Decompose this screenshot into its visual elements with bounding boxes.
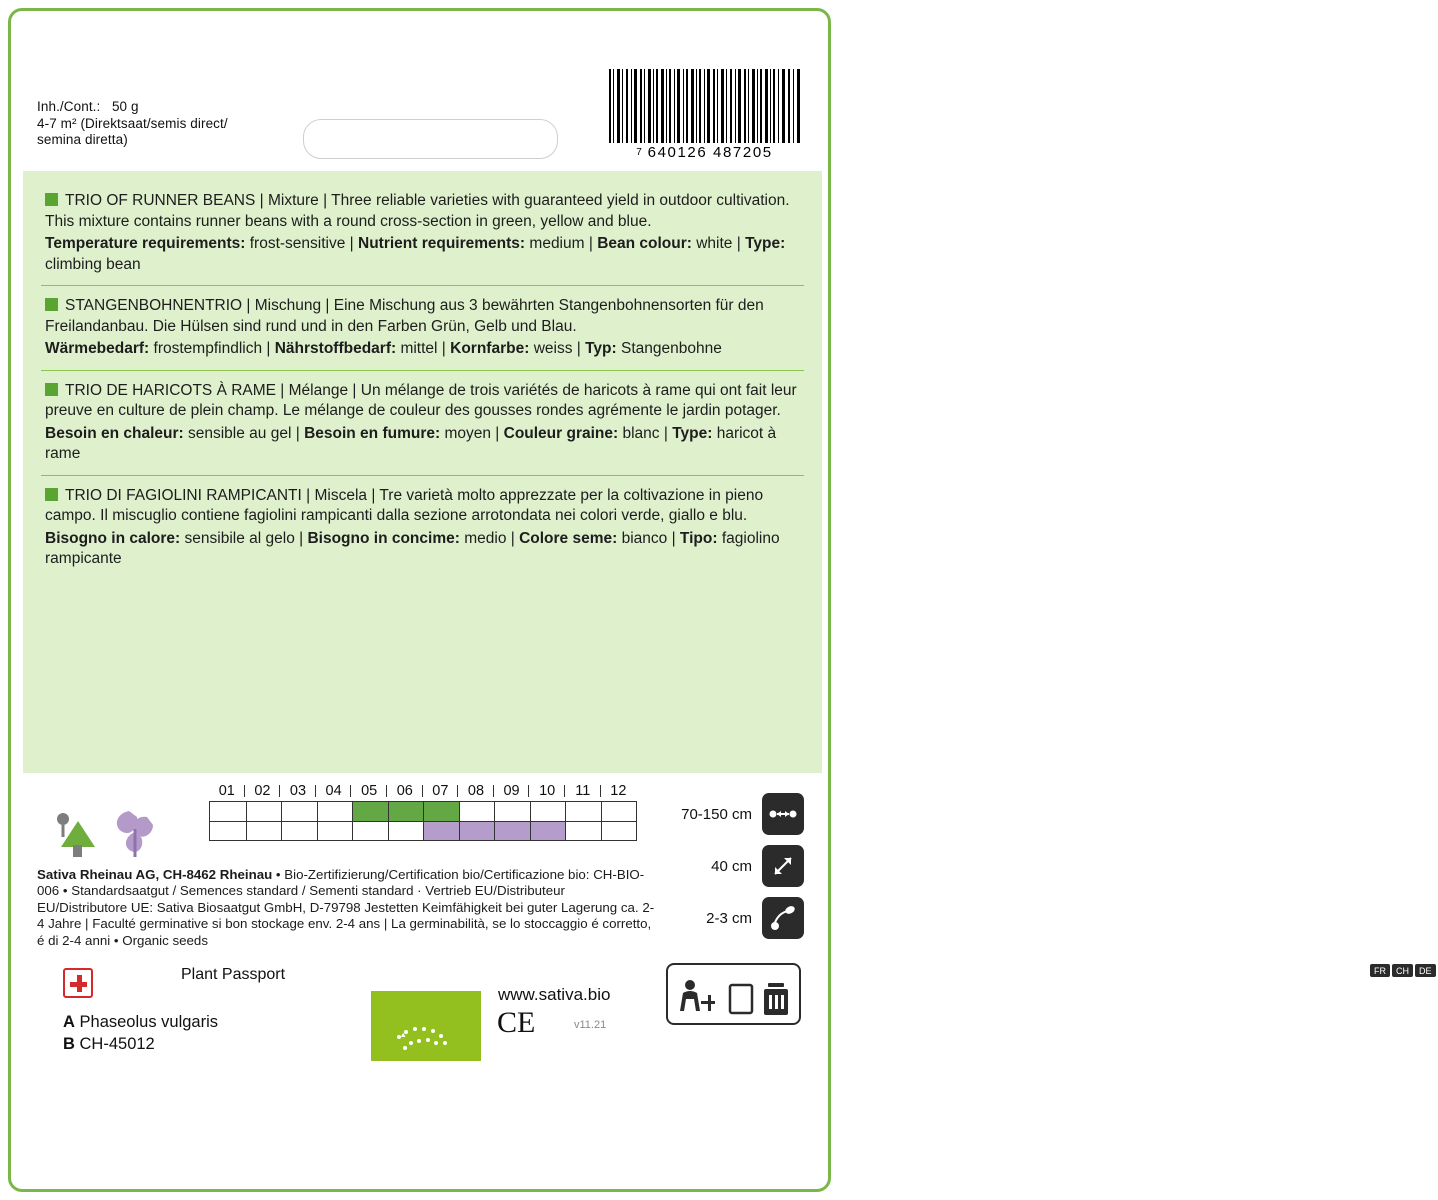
calendar-cell <box>494 802 530 821</box>
cultivation-icons <box>43 799 173 861</box>
detail-value: medium <box>529 235 585 252</box>
detail-label: Couleur graine: <box>503 424 619 442</box>
detail-value: white <box>696 235 733 252</box>
detail-value: frost-sensitive <box>249 235 346 252</box>
bullet-square-icon <box>45 298 58 311</box>
detail-value: fagiolino rampicante <box>45 529 780 567</box>
disposal-info-box <box>666 963 1432 1025</box>
month-label: 02 <box>245 783 281 799</box>
language-block-de <box>41 285 804 370</box>
detail-label: Typ: <box>585 340 617 357</box>
calendar-grid <box>209 801 637 841</box>
detail-label: Temperature requirements: <box>45 235 246 252</box>
calendar-cell <box>459 802 495 821</box>
spec-label: 40 cm <box>711 857 752 875</box>
language-block-en <box>41 181 804 285</box>
month-label: 10 <box>529 783 565 799</box>
lang-tab-ch: CH <box>1392 964 1413 977</box>
separator: | <box>318 192 332 209</box>
title-en: TRIO OF RUNNER BEANS <box>65 192 256 209</box>
description-fr <box>45 381 800 422</box>
legal-footer-text <box>37 867 657 949</box>
detail-value: haricot à rame <box>45 424 777 462</box>
website-url[interactable]: www.sativa.bio <box>498 985 611 1004</box>
sowing-harvest-calendar <box>209 783 637 841</box>
sowing-depth-icon <box>762 897 804 939</box>
content-area-line1: 4-7 m² (Direktsaat/semis direct/ <box>37 115 228 131</box>
calendar-cell <box>317 822 353 840</box>
calendar-cell <box>317 802 353 821</box>
title-de: STANGENBOHNENTRIO <box>65 297 243 314</box>
barcode-main-digits: 640126 487205 <box>647 144 773 161</box>
species-key-b: B <box>63 1035 75 1053</box>
subtitle-de: Mischung <box>254 297 322 314</box>
species-name: Phaseolus vulgaris <box>79 1013 219 1031</box>
calendar-cell <box>246 822 282 840</box>
month-label: 06 <box>387 783 423 799</box>
detail-label: Type: <box>745 235 786 252</box>
language-block-fr <box>41 370 804 475</box>
detail-value: frostempfindlich <box>153 340 263 357</box>
calendar-cell <box>601 822 637 840</box>
description-panel <box>23 171 822 773</box>
detail-label: Type: <box>672 424 713 442</box>
desc-text-fr: Un mélange de trois variétés de haricots à rame qui ont fait leur preuve en culture de plein champ. Le mélange de couleur des gousses rondes agrémente le jardin potager. <box>45 381 797 419</box>
bullet-square-icon <box>45 383 58 396</box>
detail-value: mittel <box>400 340 438 357</box>
month-label: 09 <box>494 783 530 799</box>
calendar-row-sowing <box>210 802 636 821</box>
blank-label-field <box>303 119 558 159</box>
legal-text: • Bio-Zertifizierung/Certification bio/Certificazione bio: CH-BIO-006 • Standardsaatgut / Semences standard / Sementi standard · Vertrieb EU/Distributeur EU/Distributore UE: Sativa Biosaatgut GmbH, D-79798 Jestetten Keimfähigkeit bei guter Lagerung ca. 2-4 Jahre | Faculté germinative si bon stockage env. 2-4 ans | La germinabilità, se lo stoccaggio é corretto, é di 2-4 anni • Organic seeds <box>37 867 655 948</box>
calendar-cell <box>352 802 388 821</box>
calendar-cell <box>530 822 566 840</box>
content-area-line2: semina diretta) <box>37 132 128 147</box>
eu-organic-leaf-logo <box>371 991 481 1061</box>
detail-label: Tipo: <box>679 529 718 547</box>
desc-text-it: Tre varietà molto apprezzate per la coltivazione in pieno campo. Il miscuglio contiene fagiolini rampicanti dalla sezione arrotondata nei colori verde, giallo e blu. <box>45 486 764 524</box>
detail-value: bianco <box>621 529 668 547</box>
calendar-cell <box>388 802 424 821</box>
detail-value: weiss <box>533 340 573 357</box>
calendar-cell <box>565 802 601 821</box>
subtitle-fr: Mélange <box>288 381 349 399</box>
month-label: 11 <box>565 783 601 799</box>
swiss-flag-icon <box>63 968 93 998</box>
detail-label: Bisogno in concime: <box>307 529 460 547</box>
details-fr: Besoin en chaleur: sensible au gel | Besoin en fumure: moyen | Couleur graine: blanc | Type: haricot à rame <box>45 424 777 462</box>
calendar-cell <box>210 802 246 821</box>
subtitle-en: Mixture <box>267 192 319 209</box>
barcode-number <box>607 144 802 161</box>
spec-label: 70-150 cm <box>681 805 752 823</box>
detail-label: Nutrient requirements: <box>358 235 526 252</box>
detail-value: Stangenbohne <box>620 340 722 357</box>
packet-header <box>11 11 828 161</box>
desc-text-de: Eine Mischung aus 3 bewährten Stangenbohnensorten für den Freilandanbau. Die Hülsen sind rund und in den Farben Grün, Gelb und Blau. <box>45 297 764 335</box>
detail-label: Colore seme: <box>519 529 618 547</box>
separator: | <box>321 297 334 314</box>
month-label: 04 <box>316 783 352 799</box>
species-line-b <box>63 1033 218 1055</box>
separator: | <box>367 486 380 504</box>
calendar-cell <box>246 802 282 821</box>
detail-label: Bean colour: <box>597 235 692 252</box>
spacing-specs <box>644 793 804 949</box>
description-de <box>45 296 800 337</box>
calendar-cell <box>281 802 317 821</box>
detail-value: sensibile al gelo <box>184 529 295 547</box>
ce-mark: CE <box>497 1006 536 1039</box>
barcode-lead-digit: 7 <box>636 147 642 158</box>
detail-value: sensible au gel <box>188 424 292 442</box>
direct-sowing-icon <box>43 799 173 861</box>
month-label: 05 <box>351 783 387 799</box>
calendar-cell <box>494 822 530 840</box>
spec-label: 2-3 cm <box>706 909 752 927</box>
bottom-logos <box>11 961 1432 1141</box>
detail-label: Wärmebedarf: <box>45 340 150 357</box>
calendar-cell <box>388 822 424 840</box>
barcode-bars <box>607 69 802 143</box>
content-quantity <box>37 99 228 149</box>
species-key-a: A <box>63 1013 75 1031</box>
subtitle-it: Miscela <box>314 486 368 504</box>
calendar-cell <box>281 822 317 840</box>
plant-passport-label: Plant Passport <box>181 966 286 983</box>
detail-label: Besoin en chaleur: <box>45 424 184 442</box>
species-line-a <box>63 1011 218 1033</box>
title-it: TRIO DI FAGIOLINI RAMPICANTI <box>65 486 302 504</box>
month-label: 03 <box>280 783 316 799</box>
detail-label: Kornfarbe: <box>450 340 530 357</box>
company-name: Sativa Rheinau AG, CH-8462 Rheinau <box>37 867 273 882</box>
detail-label: Besoin en fumure: <box>304 424 441 442</box>
detail-value: climbing bean <box>45 255 141 273</box>
barcode-svg <box>607 69 802 143</box>
row-spacing-icon <box>762 793 804 835</box>
bullet-square-icon <box>45 193 58 206</box>
calendar-month-header <box>209 783 637 799</box>
seed-packet <box>8 8 1432 1192</box>
description-it <box>45 486 800 527</box>
version-label: v11.21 <box>574 1019 607 1031</box>
plant-passport-details <box>63 1011 218 1055</box>
detail-label: Bisogno in calore: <box>45 529 181 547</box>
disposal-language-tabs <box>1370 964 1438 977</box>
details-en: Temperature requirements: frost-sensitive | Nutrient requirements: medium | Bean colour: white | Type: climbing bean <box>45 235 786 273</box>
month-label: 12 <box>601 783 637 799</box>
calendar-cell <box>565 822 601 840</box>
description-en <box>45 191 800 232</box>
calendar-row-harvest <box>210 821 636 840</box>
desc-text-en: Three reliable varieties with guaranteed yield in outdoor cultivation. This mixture contains runner beans with a round cross-section in green, yellow and blue. <box>45 192 790 230</box>
spec-row-row-spacing <box>644 793 804 835</box>
disposal-icons <box>668 965 799 1023</box>
calendar-cell <box>459 822 495 840</box>
spec-row-sowing-depth <box>644 897 804 939</box>
month-label: 01 <box>218 783 235 799</box>
title-fr: TRIO DE HARICOTS À RAME <box>65 381 276 399</box>
language-block-it <box>41 475 804 580</box>
plant-spacing-icon <box>762 845 804 887</box>
details-it: Bisogno in calore: sensibile al gelo | Bisogno in concime: medio | Colore seme: bianco | Tipo: fagiolino rampicante <box>45 529 780 567</box>
month-label: 08 <box>458 783 494 799</box>
detail-value: blanc <box>622 424 660 442</box>
separator: | <box>301 486 315 504</box>
bullet-square-icon <box>45 488 58 501</box>
barcode <box>607 69 802 161</box>
calendar-cell <box>210 822 246 840</box>
calendar-cell <box>423 802 459 821</box>
detail-value: medio <box>464 529 507 547</box>
calendar-cell <box>352 822 388 840</box>
detail-value: moyen <box>444 424 491 442</box>
content-weight: Inh./Cont.: 50 g <box>37 99 139 114</box>
calendar-cell <box>601 802 637 821</box>
separator: | <box>276 381 289 399</box>
separator: | <box>255 192 268 209</box>
detail-label: Nährstoffbedarf: <box>274 340 397 357</box>
calendar-cell <box>530 802 566 821</box>
lang-tab-de: DE <box>1415 964 1436 977</box>
month-label: 07 <box>423 783 459 799</box>
calendar-cell <box>423 822 459 840</box>
details-de: Wärmebedarf: frostempfindlich | Nährstoffbedarf: mittel | Kornfarbe: weiss | Typ: Stangenbohne <box>45 340 722 357</box>
lang-tab-fr: FR <box>1370 964 1390 977</box>
registration-code: CH-45012 <box>79 1035 155 1053</box>
separator: | <box>348 381 361 399</box>
spec-row-plant-spacing <box>644 845 804 887</box>
separator: | <box>242 297 255 314</box>
